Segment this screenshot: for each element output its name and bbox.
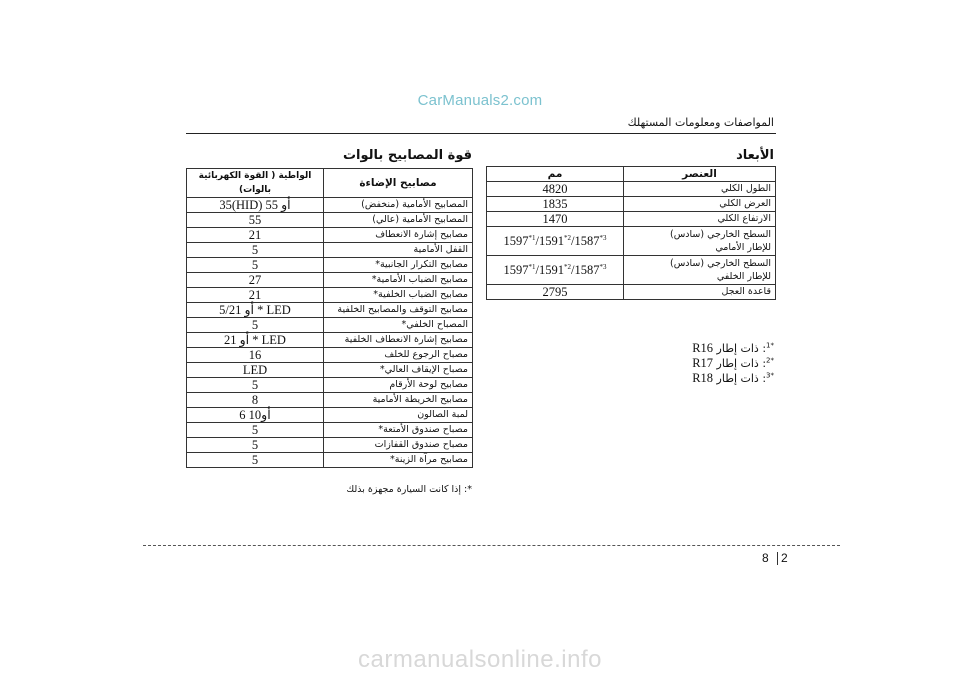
bulb-watt: 21 أو * LED — [187, 333, 324, 348]
table-row — [487, 285, 776, 300]
bulb-label: مصباح صندوق الأمتعة* — [324, 423, 473, 438]
note-line: $^{*1}$: ذات إطار R16 — [692, 341, 774, 355]
dim-label: العرض الكلي — [624, 197, 776, 212]
table-row — [187, 393, 473, 408]
tread-rear-value: 1597$^{*1}$/1591$^{*2}$/1587$^{*3}$ — [487, 256, 624, 285]
bulb-label: مصابيح مرآة الزينة* — [324, 453, 473, 468]
table-row — [187, 198, 473, 213]
page-header-title: المواصفات ومعلومات المستهلك — [627, 116, 774, 129]
header-rule — [186, 133, 776, 134]
bulb-watt: 16 — [187, 348, 324, 363]
table-row — [187, 378, 473, 393]
bulb-watt: 35(HID) أو 55 — [187, 198, 324, 213]
bulb-watt: 5 — [187, 378, 324, 393]
dim-value: 1470 — [487, 212, 624, 227]
bulb-watt: 5/21 أو * LED — [187, 303, 324, 318]
wheelbase-value: 2795 — [487, 285, 624, 300]
bulb-watt: 5 — [187, 423, 324, 438]
bulb-watt: 8 — [187, 393, 324, 408]
table-header-row — [187, 169, 473, 198]
table-row — [187, 408, 473, 423]
bulb-watt: 6 أو10 — [187, 408, 324, 423]
bulb-label: المصابيح الأمامية (منخفض) — [324, 198, 473, 213]
page-number: 2 — [781, 551, 788, 565]
page-number-separator — [777, 552, 778, 565]
table-row — [187, 288, 473, 303]
chapter-number: 8 — [762, 551, 769, 565]
bulb-watt: 5 — [187, 318, 324, 333]
bulb-label: مصابيح الضباب الأمامية* — [324, 273, 473, 288]
table-row — [487, 212, 776, 227]
bulb-watt: 55 — [187, 213, 324, 228]
bulb-label: مصابيح لوحة الأرقام — [324, 378, 473, 393]
col-watt-header: الواطية ( القوة الكهربائية بالوات) — [187, 169, 324, 198]
table-row — [187, 243, 473, 258]
table-row — [187, 363, 473, 378]
table-row — [187, 348, 473, 363]
tread-front-value: 1597$^{*1}$/1591$^{*2}$/1587$^{*3}$ — [487, 227, 624, 256]
dim-label: الارتفاع الكلي — [624, 212, 776, 227]
bulb-label: مصابيح التوقف والمصابيح الخلفية — [324, 303, 473, 318]
col-item-header: العنصر — [624, 167, 776, 182]
bulb-label: مصباح صندوق القفازات — [324, 438, 473, 453]
note-line: $^{*3}$: ذات إطار R18 — [692, 371, 774, 385]
bulb-label: القفل الأمامية — [324, 243, 473, 258]
table-row — [187, 438, 473, 453]
bottom-watermark: carmanualsonline.info — [358, 646, 602, 673]
bulbs-footnote: *: إذا كانت السيارة مجهزة بذلك — [346, 484, 472, 495]
tread-front-label: السطح الخارجي (سادس) للإطار الأمامي — [624, 227, 776, 256]
bulb-label: مصابيح الضباب الخلفية* — [324, 288, 473, 303]
bulb-label: مصابيح إشارة الانعطاف الخلفية — [324, 333, 473, 348]
dim-value: 4820 — [487, 182, 624, 197]
table-row — [187, 423, 473, 438]
note-line: $^{*2}$: ذات إطار R17 — [692, 356, 774, 370]
bulbs-title: قوة المصابيح بالوات — [342, 148, 472, 163]
dim-label: الطول الكلي — [624, 182, 776, 197]
bulb-watt: 5 — [187, 438, 324, 453]
table-row — [187, 303, 473, 318]
watermark-text: CarManuals2.com — [417, 92, 543, 109]
table-row — [187, 453, 473, 468]
bulb-label: مصابيح الخريطة الأمامية — [324, 393, 473, 408]
bulb-label: مصباح الرجوع للخلف — [324, 348, 473, 363]
table-header-row — [487, 167, 776, 182]
bulb-watt: 5 — [187, 258, 324, 273]
table-row — [487, 182, 776, 197]
bulb-label: لمبة الصالون — [324, 408, 473, 423]
bulb-label: المصابيح الأمامية (عالي) — [324, 213, 473, 228]
bulb-watt: 21 — [187, 228, 324, 243]
dimensions-title: الأبعاد — [736, 148, 774, 163]
dim-value: 1835 — [487, 197, 624, 212]
table-row — [487, 227, 776, 256]
bulbs-table — [186, 168, 473, 468]
col-lamp-header: مصابيح الإضاءة — [324, 169, 473, 198]
bulb-label: مصباح الإيقاف العالي* — [324, 363, 473, 378]
table-row — [187, 333, 473, 348]
bulb-label: المصباح الخلفي* — [324, 318, 473, 333]
table-row — [187, 213, 473, 228]
table-row — [187, 258, 473, 273]
bulb-watt: 27 — [187, 273, 324, 288]
bulb-watt: 21 — [187, 288, 324, 303]
wheelbase-label: قاعدة العجل — [624, 285, 776, 300]
bulb-label: مصابيح التكرار الجانبية* — [324, 258, 473, 273]
bulb-label: مصابيح إشارة الانعطاف — [324, 228, 473, 243]
bulb-watt: 5 — [187, 453, 324, 468]
bulb-watt: LED — [187, 363, 324, 378]
table-row — [187, 273, 473, 288]
footer-dashed-rule — [143, 545, 840, 546]
bulb-watt: 5 — [187, 243, 324, 258]
dimensions-table — [486, 166, 776, 300]
table-row — [187, 318, 473, 333]
tire-size-notes — [692, 341, 774, 386]
tread-rear-label: السطح الخارجي (سادس) للإطار الخلفي — [624, 256, 776, 285]
table-row — [487, 197, 776, 212]
table-row — [187, 228, 473, 243]
table-row — [487, 256, 776, 285]
col-mm-header: مم — [487, 167, 624, 182]
